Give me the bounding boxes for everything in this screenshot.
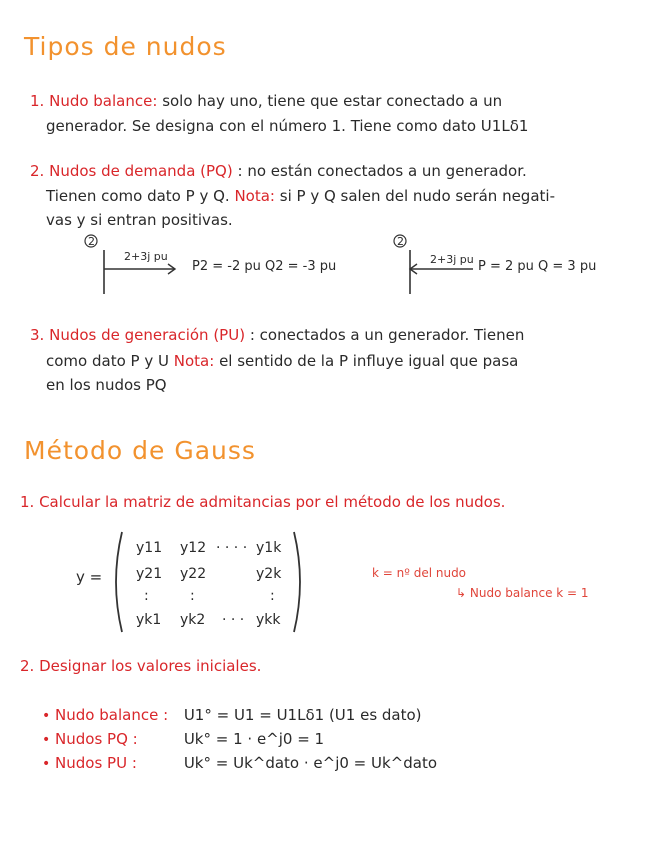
item-2-text-2a: Tienen como dato P y Q. <box>46 187 230 205</box>
bullet-nudo-balance <box>42 706 422 724</box>
matrix-cell-3-1: yk2 <box>180 612 206 628</box>
matrix-cell-0-1: y12 <box>180 540 207 556</box>
bullet-label: Nudos PU : <box>55 754 137 772</box>
bullet-dot: • <box>42 732 51 748</box>
matrix-cell-3-3: ykk <box>256 612 281 628</box>
step-2: 2. Designar los valores iniciales. <box>20 657 262 675</box>
matrix-cell-0-0: y11 <box>136 540 163 556</box>
item-3-line-3: en los nudos PQ <box>46 376 167 394</box>
item-2-nota: Nota: <box>234 187 275 205</box>
diagram-left-shape <box>84 232 204 302</box>
matrix-cell-2-3: : <box>270 588 275 604</box>
item-3-text: : conectados a un generador. Tienen <box>249 326 525 344</box>
bullet-nudos-pq <box>42 730 324 748</box>
bullet-dot: • <box>42 756 51 772</box>
item-3-text-2b: el sentido de la P influye igual que pasa <box>219 352 519 370</box>
item-2-heading: Nudos de demanda (PQ) <box>49 162 233 180</box>
matrix-cell-1-3: y2k <box>256 566 282 582</box>
item-1-number: 1. <box>30 92 45 110</box>
diagram-left-node: 2 <box>88 235 95 248</box>
item-2-line-1 <box>30 162 527 180</box>
bullet-label: Nudo balance : <box>55 706 169 724</box>
item-1-line-1 <box>30 92 502 110</box>
bullet-dot: • <box>42 708 51 724</box>
bullet-formula: Uk° = 1 · e^j0 = 1 <box>183 730 325 748</box>
item-1-line-2: generador. Se designa con el número 1. Tiene como dato U1Lδ1 <box>46 117 529 135</box>
matrix-cell-0-3: y1k <box>256 540 282 556</box>
section-title-tipos: Tipos de nudos <box>24 32 227 61</box>
diagram-right-node: 2 <box>397 235 404 248</box>
item-2-line-3: vas y si entran positivas. <box>46 211 233 229</box>
item-3-number: 3. <box>30 326 45 344</box>
bullet-nudos-pu <box>42 754 437 772</box>
item-3-line-2 <box>46 352 518 370</box>
matrix-cell-3-2: · · · <box>222 612 245 628</box>
item-1-heading: Nudo balance: <box>49 92 158 110</box>
matrix-lhs: y = <box>76 568 103 586</box>
item-3-heading: Nudos de generación (PU) <box>49 326 246 344</box>
bullet-formula: Uk° = Uk^dato · e^j0 = Uk^dato <box>183 754 438 772</box>
section-title-gauss: Método de Gauss <box>24 436 256 465</box>
matrix-cell-1-0: y21 <box>136 566 163 582</box>
item-3-text-2a: como dato P y U <box>46 352 169 370</box>
item-3-line-1 <box>30 326 524 344</box>
item-2-text: : no están conectados a un generador. <box>237 162 527 180</box>
diagram-right-arrow-label: 2+3j pu <box>430 253 474 266</box>
step-1: 1. Calcular la matriz de admitancias por el método de los nudos. <box>20 493 506 511</box>
bullet-formula: U1° = U1 = U1Lδ1 (U1 es dato) <box>183 706 422 724</box>
diagram-left-arrow-label: 2+3j pu <box>124 250 168 263</box>
matrix-cell-1-1: y22 <box>180 566 207 582</box>
diagram-right-values: P = 2 pu Q = 3 pu <box>478 259 597 274</box>
note-k-definition: k = nº del nudo <box>372 566 467 580</box>
item-3-nota: Nota: <box>173 352 215 370</box>
matrix-cell-0-2: · · · · <box>216 540 248 556</box>
item-2-text-2b: si P y Q salen del nudo serán negati- <box>279 187 555 205</box>
diagram-left-values: P2 = -2 pu Q2 = -3 pu <box>192 259 337 274</box>
note-balance-k: ↳ Nudo balance k = 1 <box>456 586 589 600</box>
matrix-cell-3-0: yk1 <box>136 612 162 628</box>
item-2-number: 2. <box>30 162 45 180</box>
matrix-cell-2-1: : <box>190 588 195 604</box>
item-1-text: solo hay uno, tiene que estar conectado a un <box>162 92 503 110</box>
bullet-label: Nudos PQ : <box>55 730 138 748</box>
matrix-cell-2-0: : <box>144 588 149 604</box>
item-2-line-2 <box>46 187 555 205</box>
